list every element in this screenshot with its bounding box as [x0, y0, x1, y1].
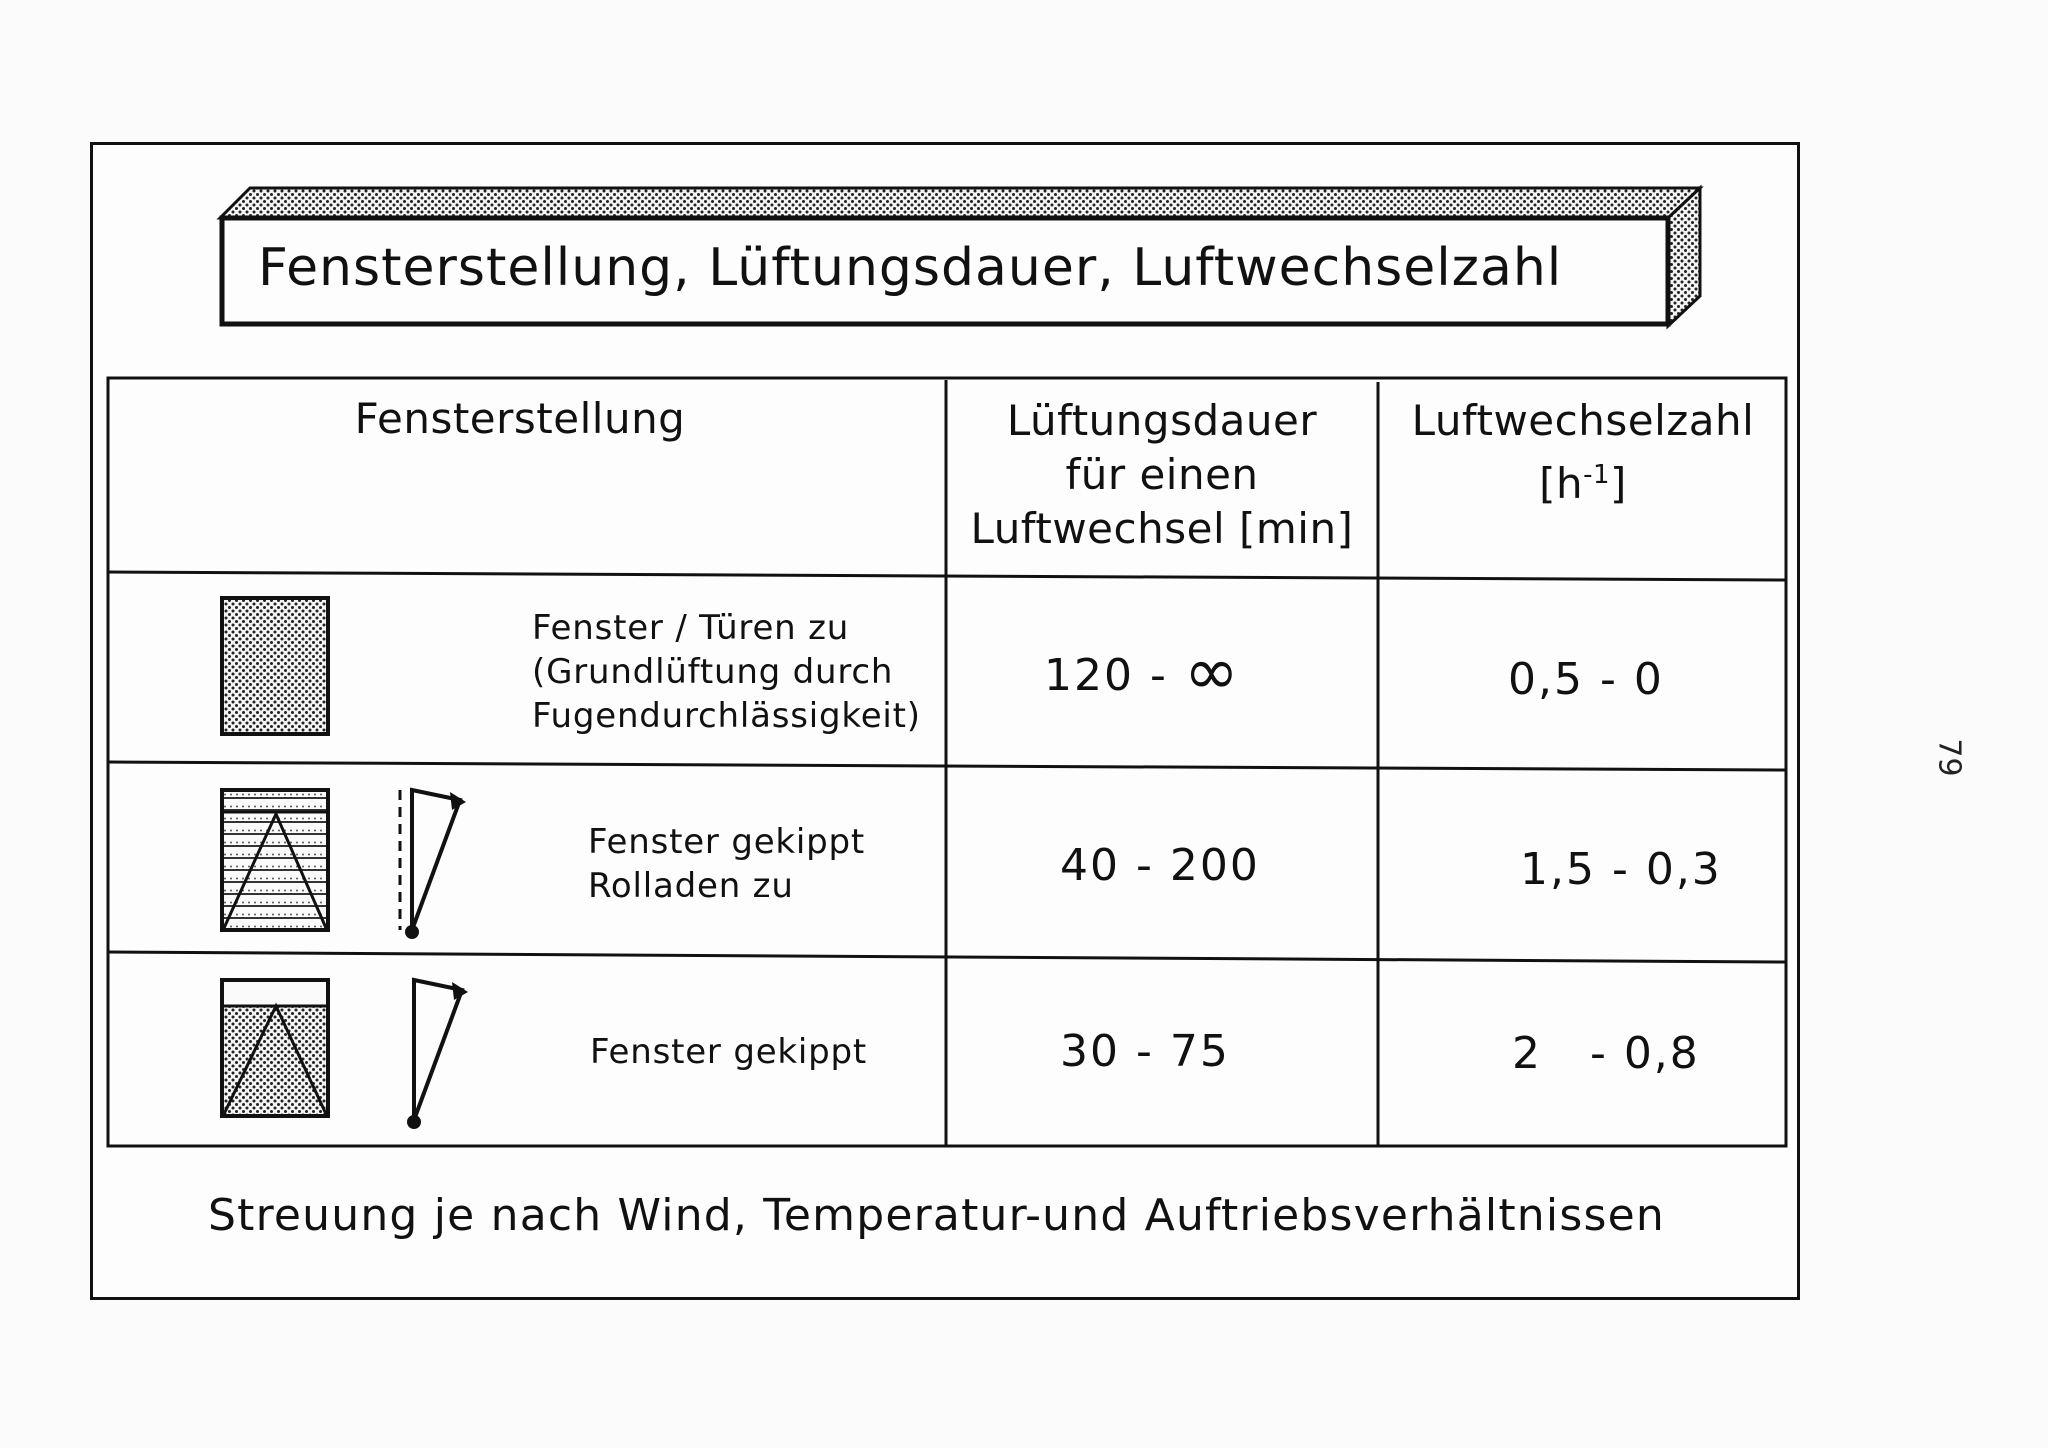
- row2-label-line1: Fenster gekippt: [588, 822, 866, 862]
- header-duration-line3: Luftwechsel [min]: [970, 504, 1354, 553]
- infinity-symbol: ∞: [1183, 633, 1241, 710]
- header-rate-unit-close: ]: [1610, 459, 1627, 508]
- header-duration-line1: Lüftungsdauer: [1006, 396, 1318, 445]
- row1-rate: 0,5 - 0: [1508, 654, 1664, 705]
- header-fensterstellung: Fensterstellung: [354, 394, 686, 443]
- row1-duration: [1044, 633, 1241, 710]
- row3-label: Fenster gekippt: [590, 1032, 868, 1072]
- closed-window-icon: [222, 598, 328, 734]
- row2-label: [588, 820, 865, 908]
- row1-label-line1: Fenster / Türen zu: [532, 608, 850, 648]
- header-rate-line1: Luftwechselzahl: [1411, 396, 1755, 445]
- header-luftwechselzahl: [1382, 394, 1784, 511]
- row2-rate: 1,5 - 0,3: [1520, 844, 1722, 895]
- header-rate-unit: [1382, 448, 1784, 511]
- row1-label-line3: Fugendurchlässigkeit): [532, 696, 921, 736]
- slide-title: Fensterstellung, Lüftungsdauer, Luftwechselzahl: [258, 238, 1563, 298]
- row2-duration: 40 - 200: [1060, 840, 1260, 891]
- row1-duration-value: 120 -: [1044, 650, 1168, 701]
- header-lueftungsdauer: [950, 394, 1374, 556]
- page-number: 79: [1931, 738, 1967, 777]
- row1-label-line2: (Grundlüftung durch: [532, 652, 894, 692]
- row1-label: [532, 606, 921, 738]
- footnote: Streuung je nach Wind, Temperatur-und Auftriebsverhältnissen: [208, 1190, 1665, 1241]
- header-duration-line2: für einen: [1065, 450, 1259, 499]
- row3-duration: 30 - 75: [1060, 1026, 1230, 1077]
- tilted-window-shutter-closed-icon: [222, 790, 466, 939]
- row3-rate: 2 - 0,8: [1512, 1028, 1700, 1079]
- tilted-window-icon: [222, 980, 468, 1129]
- row2-label-line2: Rolladen zu: [588, 866, 794, 906]
- header-rate-unit-open: [h: [1539, 459, 1584, 508]
- header-rate-unit-exponent: -1: [1583, 460, 1611, 490]
